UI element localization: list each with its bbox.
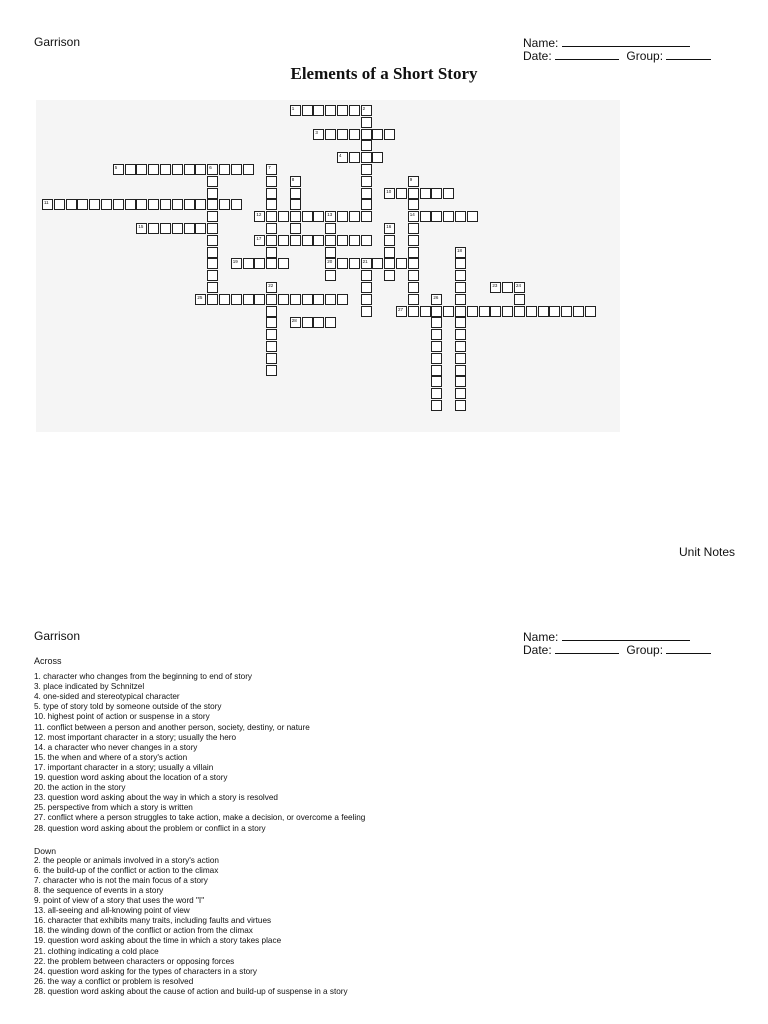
crossword-cell[interactable] (266, 341, 277, 352)
crossword-cell[interactable] (290, 199, 301, 210)
crossword-cell[interactable] (361, 211, 372, 222)
crossword-cell[interactable] (290, 105, 301, 116)
crossword-cell[interactable] (514, 294, 525, 305)
clue-number: 16 (386, 224, 392, 229)
crossword-cell[interactable] (243, 258, 254, 269)
clue-number: 22 (268, 283, 274, 288)
crossword-cell[interactable] (266, 317, 277, 328)
crossword-cell[interactable] (337, 105, 348, 116)
crossword-cell[interactable] (207, 223, 218, 234)
crossword-cell[interactable] (207, 199, 218, 210)
crossword-cell[interactable] (254, 235, 265, 246)
crossword-cell[interactable] (361, 105, 372, 116)
crossword-cell[interactable] (408, 282, 419, 293)
crossword-cell[interactable] (302, 211, 313, 222)
crossword-cell[interactable] (278, 235, 289, 246)
crossword-cell[interactable] (408, 211, 419, 222)
crossword-cell[interactable] (337, 152, 348, 163)
crossword-cell[interactable] (266, 365, 277, 376)
crossword-cell[interactable] (384, 247, 395, 258)
crossword-cell[interactable] (384, 235, 395, 246)
crossword-cell[interactable] (361, 270, 372, 281)
crossword-cell[interactable] (467, 211, 478, 222)
crossword-cell[interactable] (207, 188, 218, 199)
crossword-cell[interactable] (42, 199, 53, 210)
clue-item: 4. one-sided and stereotypical character (34, 692, 180, 702)
name-blank-2[interactable] (562, 629, 690, 641)
crossword-cell[interactable] (219, 164, 230, 175)
crossword-cell[interactable] (254, 211, 265, 222)
crossword-cell[interactable] (254, 294, 265, 305)
crossword-cell[interactable] (538, 306, 549, 317)
crossword-cell[interactable] (219, 199, 230, 210)
crossword-cell[interactable] (502, 306, 513, 317)
crossword-cell[interactable] (207, 235, 218, 246)
crossword-cell[interactable] (420, 306, 431, 317)
group-blank-2[interactable] (666, 642, 711, 654)
unit-notes-footer: Unit Notes (679, 545, 736, 559)
clues-section (34, 656, 365, 997)
clue-item: 14. a character who never changes in a story (34, 742, 198, 752)
clue-number: 10 (386, 188, 392, 194)
crossword-cell[interactable] (207, 282, 218, 293)
clue-number: 9 (409, 176, 413, 182)
crossword-cell[interactable] (325, 258, 336, 269)
crossword-cell[interactable] (408, 176, 419, 187)
crossword-cell[interactable] (66, 199, 77, 210)
crossword-cell[interactable] (148, 223, 159, 234)
crossword-cell[interactable] (384, 270, 395, 281)
crossword-cell[interactable] (302, 294, 313, 305)
crossword-cell[interactable] (349, 129, 360, 140)
across-clue-list (34, 672, 365, 834)
crossword-cell[interactable] (349, 258, 360, 269)
crossword-cell[interactable] (431, 211, 442, 222)
crossword-cell[interactable] (455, 211, 466, 222)
clue-item: 20. the action in the story (34, 783, 126, 793)
crossword-cell[interactable] (195, 223, 206, 234)
date-group-field-2 (523, 642, 711, 657)
crossword-cell[interactable] (207, 176, 218, 187)
crossword-cell[interactable] (207, 164, 218, 175)
crossword-cell[interactable] (455, 317, 466, 328)
clue-item: 22. the problem between characters or opposing forces (34, 956, 235, 966)
crossword-cell[interactable] (302, 317, 313, 328)
crossword-cell[interactable] (455, 258, 466, 269)
crossword-cell[interactable] (408, 188, 419, 199)
crossword-cell[interactable] (337, 129, 348, 140)
crossword-cell[interactable] (361, 117, 372, 128)
clue-number: 23 (492, 283, 498, 288)
date-blank-2[interactable] (555, 642, 619, 654)
crossword-cell[interactable] (290, 235, 301, 246)
crossword-cell[interactable] (526, 306, 537, 317)
crossword-cell[interactable] (77, 199, 88, 210)
crossword-cell[interactable] (195, 164, 206, 175)
page-title: Elements of a Short Story (290, 64, 478, 83)
crossword-cell[interactable] (361, 235, 372, 246)
down-heading: Down (34, 845, 56, 856)
crossword-cell[interactable] (431, 329, 442, 340)
clue-number: 4 (339, 153, 342, 159)
crossword-cell[interactable] (431, 317, 442, 328)
crossword-cell[interactable] (372, 129, 383, 140)
crossword-cell[interactable] (408, 247, 419, 258)
group-blank[interactable] (666, 48, 711, 60)
clue-number: 8 (291, 176, 295, 182)
clue-number: 26 (433, 294, 439, 300)
clue-number: 1 (291, 106, 295, 111)
crossword-cell[interactable] (302, 105, 313, 116)
crossword-cell[interactable] (455, 400, 466, 411)
crossword-cell[interactable] (148, 164, 159, 175)
crossword-cell[interactable] (479, 306, 490, 317)
crossword-cell[interactable] (372, 152, 383, 163)
crossword-cell[interactable] (278, 211, 289, 222)
crossword-cell[interactable] (455, 306, 466, 317)
crossword-cell[interactable] (384, 223, 395, 234)
clue-number: 20 (327, 259, 333, 265)
clue-item: 3. place indicated by Schnitzel (34, 682, 145, 692)
crossword-cell[interactable] (313, 211, 324, 222)
crossword-cell[interactable] (384, 129, 395, 140)
clue-item: 1. character who changes from the beginning to end of story (34, 672, 253, 682)
crossword-cell[interactable] (585, 306, 596, 317)
crossword-cell[interactable] (361, 129, 372, 140)
date-label: Date: (523, 49, 552, 63)
clue-item: 11. conflict between a person and another person, society, destiny, or nature (34, 722, 310, 732)
crossword-cell[interactable] (231, 164, 242, 175)
clue-number: 7 (268, 165, 271, 170)
teacher-name-2: Garrison (34, 629, 81, 643)
clue-number: 24 (516, 283, 522, 288)
clue-item: 19. question word asking about the time in which a story takes place (34, 936, 282, 946)
crossword-grid (36, 100, 620, 432)
clue-item: 18. the winding down of the conflict or action from the climax (34, 926, 253, 936)
crossword-cell[interactable] (455, 376, 466, 387)
crossword-cell[interactable] (266, 235, 277, 246)
clue-number: 6 (209, 165, 212, 170)
clue-item: 27. conflict where a person struggles to take action, make a decision, or overcome a feeling (34, 813, 366, 823)
clue-item: 21. clothing indicating a cold place (34, 946, 159, 956)
group-label-2: Group: (626, 643, 664, 657)
crossword-cell[interactable] (278, 258, 289, 269)
clue-number: 19 (232, 259, 238, 265)
crossword-cell[interactable] (361, 164, 372, 175)
crossword-cell[interactable] (125, 199, 136, 210)
crossword-cell[interactable] (337, 294, 348, 305)
crossword-cell[interactable] (207, 294, 218, 305)
crossword-cell[interactable] (184, 199, 195, 210)
clue-number: 2 (362, 106, 366, 111)
crossword-cell[interactable] (490, 282, 501, 293)
clue-number: 12 (256, 212, 262, 218)
clue-item: 9. point of view of a story that uses the word "I" (34, 896, 205, 906)
clue-item: 17. important character in a story; usually a villain (34, 762, 214, 772)
clue-item: 15. the when and where of a story's action (34, 752, 188, 762)
crossword-cell[interactable] (325, 211, 336, 222)
clue-item: 10. highest point of action or suspense in a story (34, 712, 210, 722)
crossword-cell[interactable] (266, 294, 277, 305)
clue-item: 28. question word asking about the cause of action and build-up of suspense in a story (34, 986, 348, 996)
crossword-cell[interactable] (561, 306, 572, 317)
clue-item: 6. the build-up of the conflict or action to the climax (34, 865, 219, 875)
crossword-cell[interactable] (408, 258, 419, 269)
crossword-cell[interactable] (431, 294, 442, 305)
crossword-cell[interactable] (420, 188, 431, 199)
crossword-cell[interactable] (455, 247, 466, 258)
crossword-cell[interactable] (136, 223, 147, 234)
crossword-cell[interactable] (266, 211, 277, 222)
crossword-cell[interactable] (455, 294, 466, 305)
crossword-cell[interactable] (361, 188, 372, 199)
crossword-cell[interactable] (420, 211, 431, 222)
crossword-cell[interactable] (290, 294, 301, 305)
crossword-cell[interactable] (431, 365, 442, 376)
crossword-cell[interactable] (313, 294, 324, 305)
clue-number: 13 (327, 212, 333, 218)
crossword-cell[interactable] (443, 188, 454, 199)
crossword-cell[interactable] (266, 282, 277, 293)
crossword-cell[interactable] (172, 223, 183, 234)
crossword-cell[interactable] (443, 306, 454, 317)
crossword-cell[interactable] (325, 270, 336, 281)
crossword-cell[interactable] (431, 388, 442, 399)
group-label: Group: (626, 49, 664, 63)
crossword-cell[interactable] (325, 317, 336, 328)
clue-number: 5 (114, 165, 118, 170)
crossword-cell[interactable] (467, 306, 478, 317)
clue-item: 26. the way a conflict or problem is resolved (34, 976, 194, 986)
crossword-cell[interactable] (195, 294, 206, 305)
clue-item: 19. question word asking about the location of a story (34, 773, 228, 783)
crossword-cell[interactable] (337, 258, 348, 269)
name-label: Name: (523, 36, 559, 50)
crossword-cell[interactable] (455, 282, 466, 293)
clue-item: 13. all-seeing and all-knowing point of view (34, 906, 190, 916)
date-group-field (523, 48, 711, 63)
crossword-cell[interactable] (136, 199, 147, 210)
crossword-cell[interactable] (455, 388, 466, 399)
clue-number: 25 (197, 294, 203, 300)
name-label-2: Name: (523, 630, 559, 644)
crossword-cell[interactable] (490, 306, 501, 317)
crossword-cell[interactable] (231, 294, 242, 305)
name-blank[interactable] (562, 35, 690, 47)
clue-item: 28. question word asking about the problem or conflict in a story (34, 823, 266, 833)
crossword-cell[interactable] (278, 294, 289, 305)
crossword-cell[interactable] (431, 306, 442, 317)
crossword-cell[interactable] (313, 105, 324, 116)
crossword-cell[interactable] (266, 164, 277, 175)
crossword-cell[interactable] (325, 129, 336, 140)
crossword-cell[interactable] (325, 235, 336, 246)
crossword-cell[interactable] (313, 235, 324, 246)
crossword-cell[interactable] (384, 258, 395, 269)
crossword-cell[interactable] (325, 247, 336, 258)
crossword-cell[interactable] (361, 176, 372, 187)
clue-number: 14 (409, 212, 415, 218)
crossword-cell[interactable] (101, 199, 112, 210)
date-label-2: Date: (523, 643, 552, 657)
crossword-cell[interactable] (455, 365, 466, 376)
crossword-cell[interactable] (455, 270, 466, 281)
crossword-cell[interactable] (313, 317, 324, 328)
crossword-cell[interactable] (160, 223, 171, 234)
crossword-cell[interactable] (349, 235, 360, 246)
clue-item: 24. question word asking for the types of characters in a story (34, 966, 257, 976)
clue-item: 7. character who is not the main focus of a story (34, 875, 208, 885)
crossword-cell[interactable] (266, 258, 277, 269)
crossword-cell[interactable] (431, 341, 442, 352)
clue-item: 25. perspective from which a story is written (34, 803, 193, 813)
crossword-cell[interactable] (231, 258, 242, 269)
crossword-cell[interactable] (136, 164, 147, 175)
crossword-cell[interactable] (455, 341, 466, 352)
crossword-cell[interactable] (148, 199, 159, 210)
crossword-cell[interactable] (266, 353, 277, 364)
crossword-cell[interactable] (219, 294, 230, 305)
crossword-cell[interactable] (266, 223, 277, 234)
crossword-cell[interactable] (325, 105, 336, 116)
clue-item: 5. type of story told by someone outside of the story (34, 702, 222, 712)
crossword-cell[interactable] (431, 400, 442, 411)
crossword-cell[interactable] (207, 258, 218, 269)
crossword-cell[interactable] (455, 329, 466, 340)
crossword-cell[interactable] (337, 235, 348, 246)
crossword-cell[interactable] (184, 164, 195, 175)
crossword-cell[interactable] (361, 140, 372, 151)
clue-number: 3 (315, 129, 318, 135)
crossword-cell[interactable] (408, 223, 419, 234)
crossword-cell[interactable] (549, 306, 560, 317)
crossword-cell[interactable] (290, 223, 301, 234)
crossword-cell[interactable] (361, 294, 372, 305)
clue-item: 2. the people or animals involved in a story's action (34, 855, 219, 865)
clue-number: 15 (138, 224, 144, 229)
crossword-cell[interactable] (207, 247, 218, 258)
crossword-cell[interactable] (266, 176, 277, 187)
crossword-cell[interactable] (54, 199, 65, 210)
clue-number: 18 (457, 247, 463, 253)
crossword-cell[interactable] (195, 199, 206, 210)
clue-item: 12. most important character in a story; usually the hero (34, 732, 237, 742)
crossword-cell[interactable] (313, 129, 324, 140)
crossword-cell[interactable] (113, 199, 124, 210)
crossword-cell[interactable] (172, 199, 183, 210)
crossword-cell[interactable] (290, 211, 301, 222)
crossword-cell[interactable] (408, 199, 419, 210)
crossword-cell[interactable] (337, 211, 348, 222)
crossword-cell[interactable] (514, 306, 525, 317)
crossword-cell[interactable] (361, 306, 372, 317)
crossword-cell[interactable] (361, 199, 372, 210)
crossword-cell[interactable] (361, 282, 372, 293)
crossword-cell[interactable] (514, 282, 525, 293)
crossword-cell[interactable] (266, 199, 277, 210)
crossword-cell[interactable] (349, 152, 360, 163)
across-heading: Across (34, 656, 62, 666)
crossword-cell[interactable] (372, 258, 383, 269)
crossword-cell[interactable] (325, 294, 336, 305)
crossword-cell[interactable] (349, 105, 360, 116)
crossword-cell[interactable] (455, 353, 466, 364)
crossword-cell[interactable] (254, 258, 265, 269)
crossword-cell[interactable] (184, 223, 195, 234)
crossword-cell[interactable] (361, 152, 372, 163)
clue-number: 11 (44, 200, 49, 206)
clue-number: 17 (256, 235, 262, 241)
crossword-cell[interactable] (266, 188, 277, 199)
crossword-cell[interactable] (160, 164, 171, 175)
crossword-cell[interactable] (125, 164, 136, 175)
crossword-cell[interactable] (231, 199, 242, 210)
crossword-cell[interactable] (243, 294, 254, 305)
crossword-cell[interactable] (408, 235, 419, 246)
crossword-cell[interactable] (396, 258, 407, 269)
crossword-cell[interactable] (160, 199, 171, 210)
crossword-cell[interactable] (243, 164, 254, 175)
crossword-cell[interactable] (431, 188, 442, 199)
crossword-cell[interactable] (325, 223, 336, 234)
crossword-cell[interactable] (266, 329, 277, 340)
crossword-cell[interactable] (408, 270, 419, 281)
crossword-cell[interactable] (408, 294, 419, 305)
crossword-cell[interactable] (290, 176, 301, 187)
crossword-cell[interactable] (573, 306, 584, 317)
crossword-cell[interactable] (266, 306, 277, 317)
clue-item: 23. question word asking about the way in which a story is resolved (34, 793, 278, 803)
down-clue-list (34, 856, 365, 997)
clue-item: 16. character that exhibits many traits, including faults and virtues (34, 916, 272, 926)
crossword-cell[interactable] (408, 306, 419, 317)
date-blank[interactable] (555, 48, 619, 60)
crossword-cell[interactable] (207, 211, 218, 222)
crossword-cell[interactable] (384, 188, 395, 199)
crossword-cell[interactable] (89, 199, 100, 210)
crossword-cell[interactable] (361, 258, 372, 269)
clue-number: 27 (398, 306, 404, 312)
clue-item: 8. the sequence of events in a story (34, 885, 164, 895)
crossword-cell[interactable] (290, 317, 301, 328)
crossword-cell[interactable] (431, 376, 442, 387)
crossword-cell[interactable] (113, 164, 124, 175)
crossword-cell[interactable] (207, 270, 218, 281)
crossword-cell[interactable] (502, 282, 513, 293)
crossword-cell[interactable] (349, 211, 360, 222)
crossword-cell[interactable] (266, 247, 277, 258)
crossword-cell[interactable] (302, 235, 313, 246)
crossword-cell[interactable] (431, 353, 442, 364)
crossword-cell[interactable] (290, 188, 301, 199)
crossword-cell[interactable] (396, 188, 407, 199)
teacher-name: Garrison (34, 35, 81, 49)
crossword-cell[interactable] (396, 306, 407, 317)
crossword-cell[interactable] (443, 211, 454, 222)
clue-number: 28 (291, 318, 297, 324)
crossword-cell[interactable] (172, 164, 183, 175)
clue-number: 21 (362, 259, 368, 265)
